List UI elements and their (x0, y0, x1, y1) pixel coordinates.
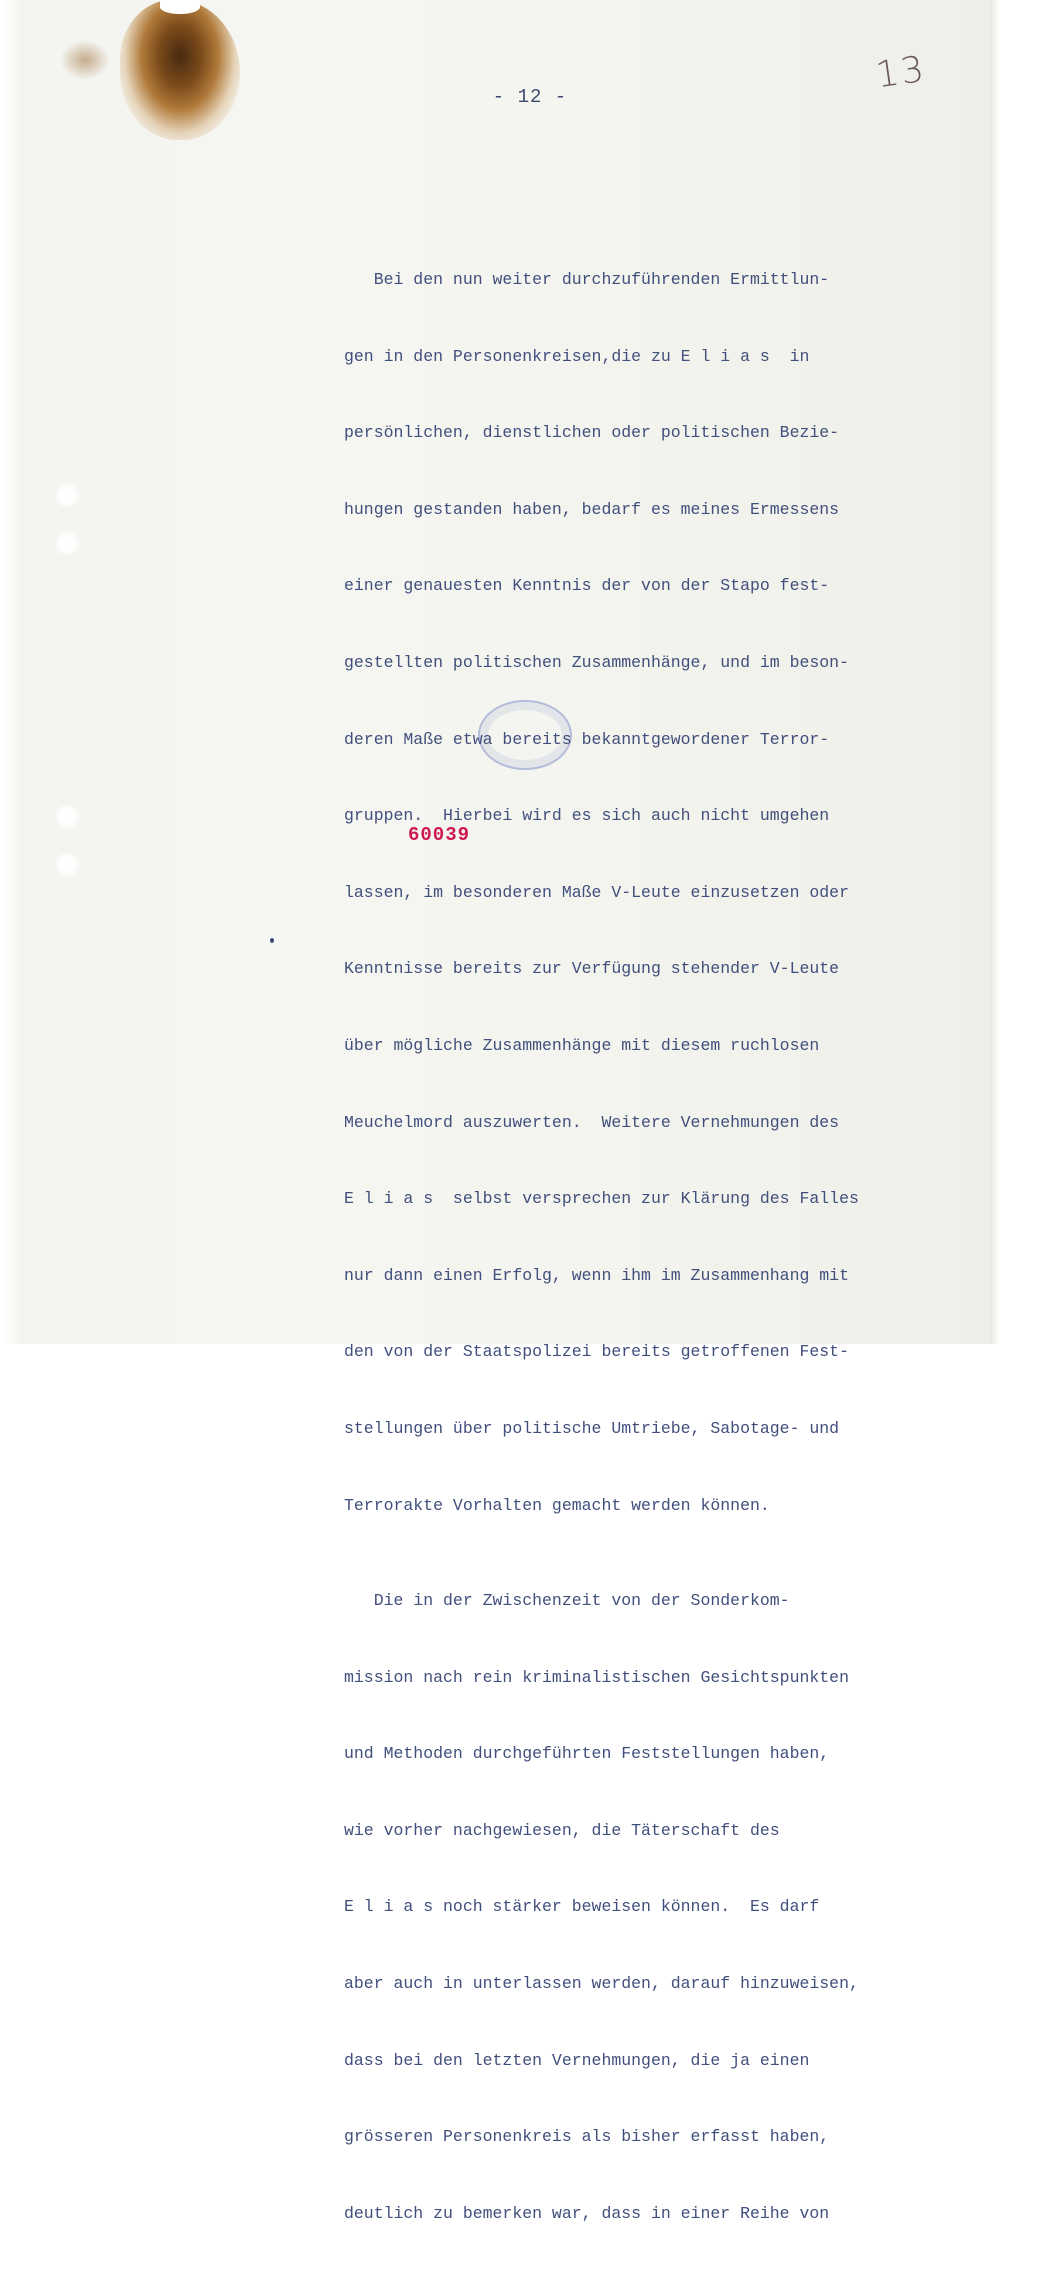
text-line: E l i a s selbst versprechen zur Klärung des Falles (344, 1189, 859, 1209)
text-line: E l i a s noch stärker beweisen können. Es darf (344, 1897, 820, 1917)
text-line: deutlich zu bemerken war, dass in einer Reihe von (344, 2203, 830, 2223)
text-line: mission nach rein kriminalistischen Gesichtspunkten (344, 1667, 849, 1687)
text-line: gen in den Personenkreisen,die zu E l i a s in (344, 346, 810, 366)
punch-hole (54, 530, 80, 556)
text-line: Terrorakte Vorhalten gemacht werden können. (344, 1495, 770, 1515)
red-number-stamp: 60039 (408, 824, 471, 846)
paper-edge (0, 0, 22, 1344)
paper-edge-right (990, 0, 1000, 1344)
text-line: nur dann einen Erfolg, wenn ihm im Zusammenhang mit (344, 1265, 849, 1285)
text-line: stellungen über politische Umtriebe, Sabotage- und (344, 1418, 840, 1438)
text-line: hungen gestanden haben, bedarf es meines Ermessens (344, 499, 840, 519)
punch-hole (54, 482, 80, 508)
rust-stain (120, 0, 240, 140)
punch-hole (54, 804, 80, 830)
text-line: grösseren Personenkreis als bisher erfasst haben, (344, 2127, 830, 2147)
ink-speck (270, 938, 274, 943)
page-number: - 12 - (492, 86, 568, 108)
text-line: aber auch in unterlassen werden, darauf hinzuweisen, (344, 1974, 859, 1994)
text-line: wie vorher nachgewiesen, die Täterschaft des (344, 1820, 780, 1840)
text-line: gestellten politischen Zusammenhänge, und im beson- (344, 652, 849, 672)
text-line: Meuchelmord auszuwerten. Weitere Vernehmungen des (344, 1112, 840, 1132)
text-line: persönlichen, dienstlichen oder politischen Bezie- (344, 423, 840, 443)
text-line: lassen, im besonderen Maße V-Leute einzusetzen oder (344, 882, 849, 902)
punch-hole (54, 852, 80, 878)
text-line: gruppen. Hierbei wird es sich auch nicht umgehen (344, 806, 830, 826)
text-line: dass bei den letzten Vernehmungen, die ja einen (344, 2050, 810, 2070)
folio-number: 13 (873, 48, 929, 97)
body-text (344, 204, 984, 2271)
text-line: einer genauesten Kenntnis der von der Stapo fest- (344, 576, 830, 596)
rust-stain-small (60, 40, 110, 80)
text-line: Kenntnisse bereits zur Verfügung stehender V-Leute (344, 959, 840, 979)
paper-tear (160, 0, 200, 14)
text-line: deren Maße etwa bereits bekanntgewordener Terror- (344, 729, 830, 749)
text-line: und Methoden durchgeführten Feststellungen haben, (344, 1744, 830, 1764)
text-line: Die in der Zwischenzeit von der Sonderkom- (344, 1591, 790, 1611)
text-line: den von der Staatspolizei bereits getroffenen Fest- (344, 1342, 849, 1362)
text-line: über mögliche Zusammenhänge mit diesem ruchlosen (344, 1035, 820, 1055)
text-line: Bei den nun weiter durchzuführenden Ermittlun- (344, 270, 830, 289)
